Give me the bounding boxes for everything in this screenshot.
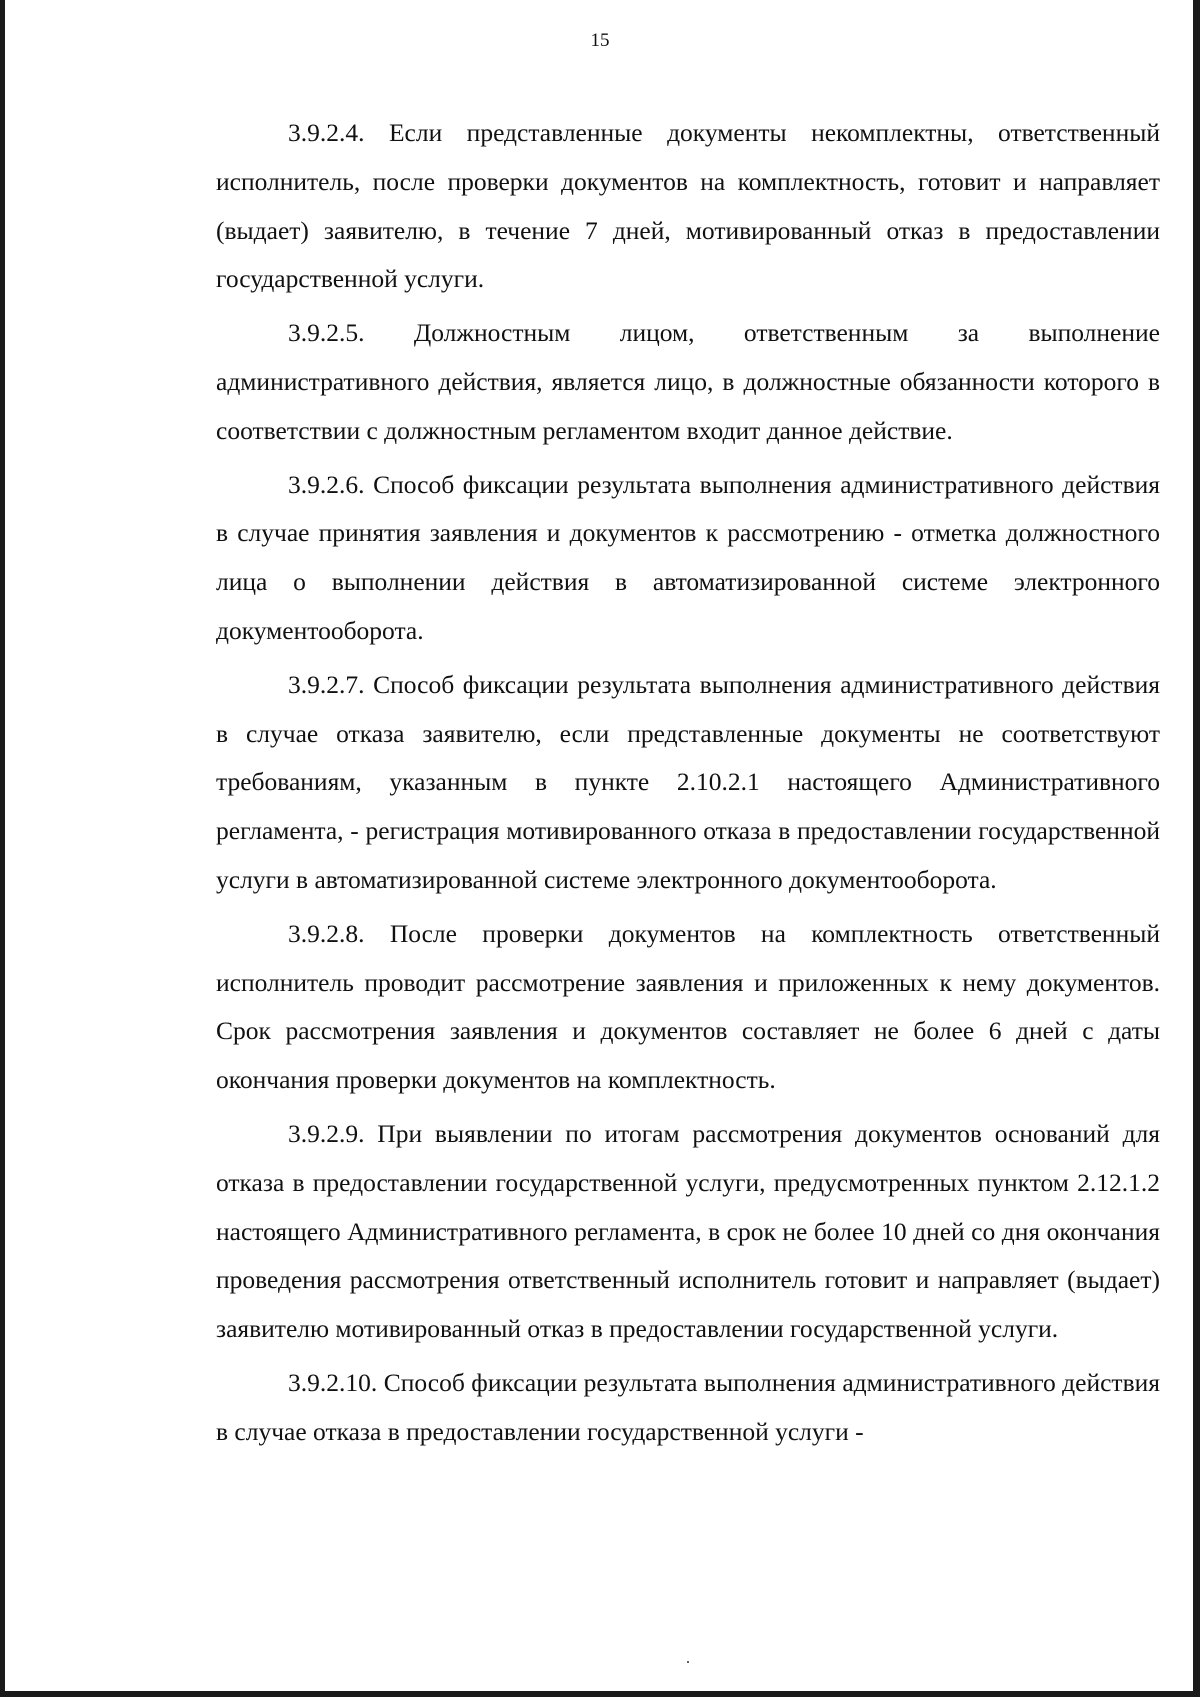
paragraph-3-9-2-7: 3.9.2.7. Способ фиксации результата выполнения административного действия в случае отказа заявителю, если представленные документы не соответствуют требованиям, указанным в пункте 2.10.2.1 настоящего Административного регламента, - регистрация мотивированного отказа в предоставлении государственной услуги в автоматизированной системе электронного документооборота.	[216, 669, 1160, 894]
document-body	[216, 109, 1160, 1462]
paragraph-3-9-2-4: 3.9.2.4. Если представленные документы некомплектны, ответственный исполнитель, после проверки документов на комплектность, готовит и направляет (выдает) заявителю, в течение 7 дней, мотивированный отказ в предоставлении государственной услуги.	[216, 118, 1160, 294]
paragraph-3-9-2-5: 3.9.2.5. Должностным лицом, ответственным за выполнение административного действия, является лицо, в должностные обязанности которого в соответствии с должностным регламентом входит данное действие.	[216, 318, 1160, 445]
paragraph-3-9-2-8: 3.9.2.8. После проверки документов на комплектность ответственный исполнитель проводит рассмотрение заявления и приложенных к нему документов. Срок рассмотрения заявления и документов составляет не более 6 дней с даты окончания проверки документов на комплектность.	[216, 918, 1160, 1095]
page-number: 15	[590, 30, 610, 51]
paragraph-3-9-2-10: 3.9.2.10. Способ фиксации результата выполнения административного действия в случае отказа в предоставлении государственной услуги -	[216, 1367, 1160, 1446]
paragraph-3-9-2-6: 3.9.2.6. Способ фиксации результата выполнения административного действия в случае принятия заявления и документов к рассмотрению - отметка должностного лица о выполнении действия в автоматизированной системе электронного документооборота.	[216, 469, 1160, 645]
paragraph-3-9-2-9: 3.9.2.9. При выявлении по итогам рассмотрения документов оснований для отказа в предоставлении государственной услуги, предусмотренных пунктом 2.12.1.2 настоящего Административного регламента, в срок не более 10 дней со дня окончания проведения рассмотрения ответственный исполнитель готовит и направляет (выдает) заявителю мотивированный отказ в предоставлении государственной услуги.	[216, 1118, 1160, 1344]
scan-speck	[687, 1661, 689, 1663]
